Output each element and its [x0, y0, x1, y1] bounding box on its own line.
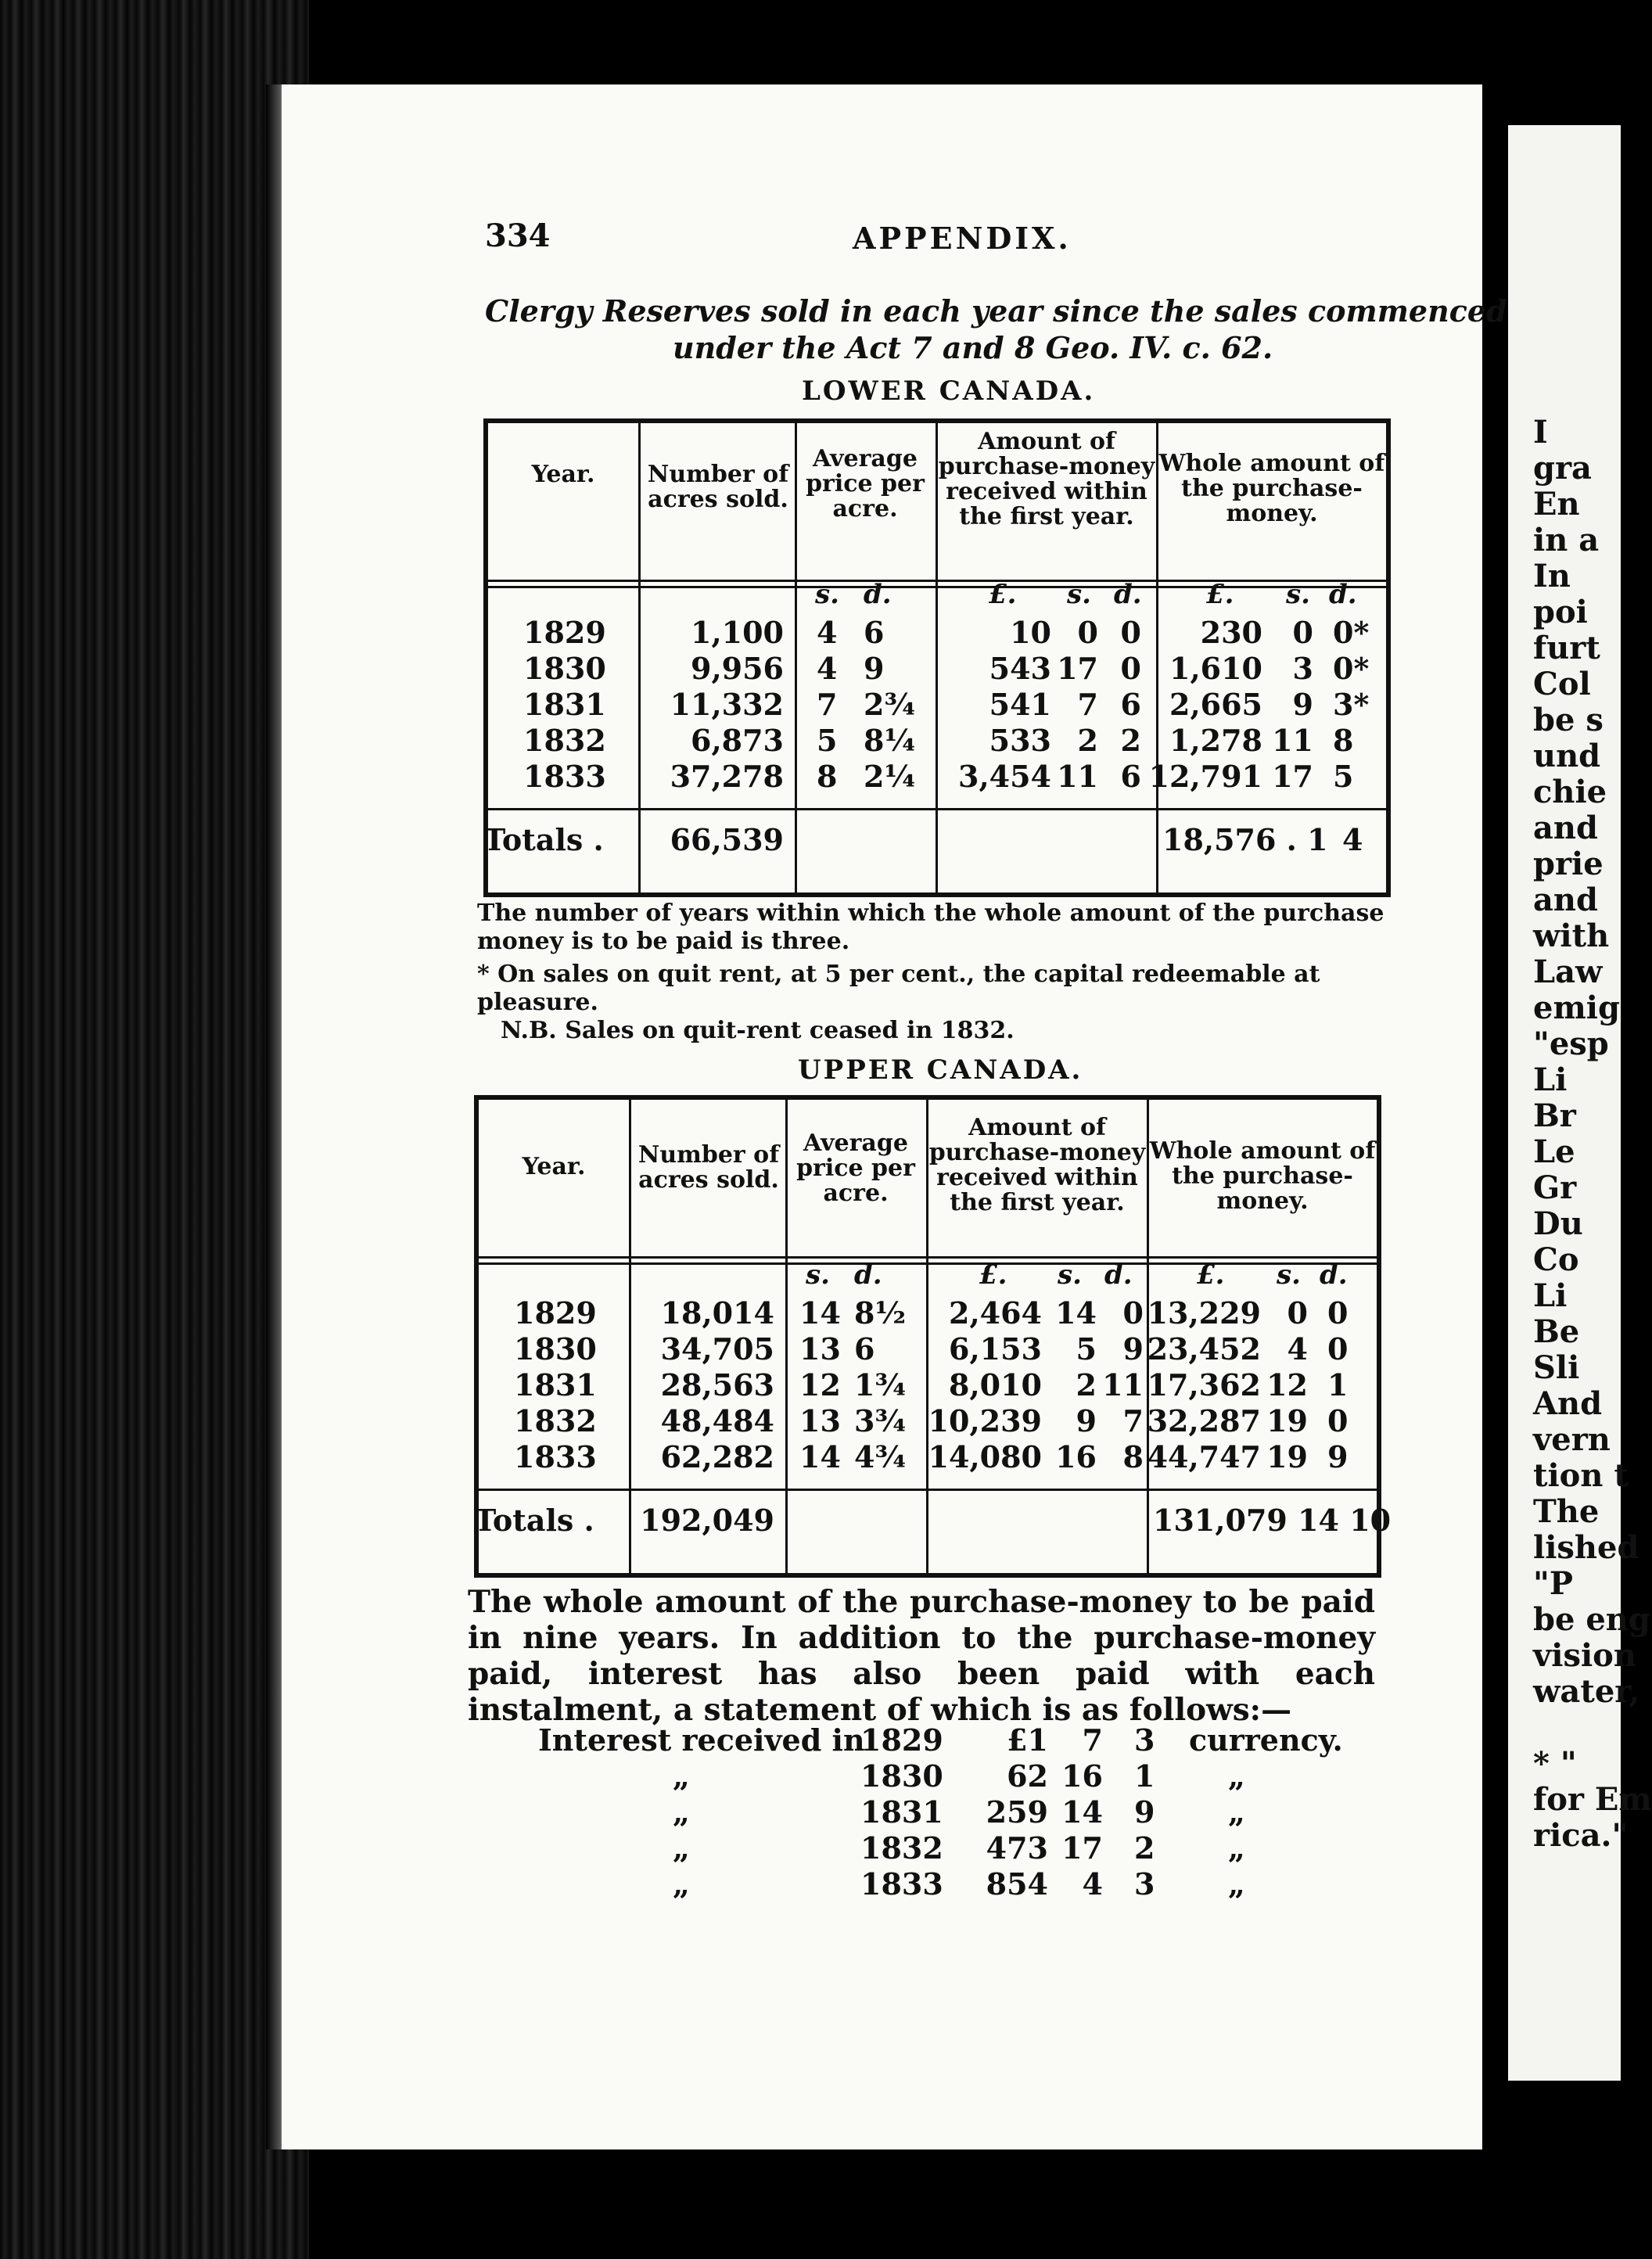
header-year: Year.: [531, 461, 595, 488]
cell-whole-s: 3: [1292, 651, 1313, 686]
cell-first-d: 8: [1122, 1439, 1144, 1474]
cell-whole-d: 9: [1327, 1439, 1349, 1474]
cell-price-s: 7: [817, 687, 838, 722]
facing-page-line: be s: [1533, 702, 1604, 738]
interest-label: „: [673, 1758, 690, 1794]
column-rule: [638, 423, 641, 892]
facing-page-line: with: [1533, 918, 1610, 954]
cell-year: 1829: [514, 1295, 597, 1331]
interest-shillings: 16: [1061, 1758, 1103, 1794]
facing-page-line: in a: [1533, 522, 1600, 558]
cell-price-s: 12: [799, 1367, 841, 1402]
facing-page-line: gra: [1533, 450, 1592, 487]
cell-year: 1829: [523, 615, 606, 650]
cell-year: 1831: [514, 1367, 597, 1402]
facing-page-line: and: [1533, 882, 1598, 918]
cell-whole-l: 12,791: [1148, 759, 1262, 794]
cell-acres: 11,332: [670, 687, 784, 722]
interest-pounds: 259: [986, 1794, 1048, 1830]
facing-page-line: and: [1533, 810, 1598, 846]
total-acres: 192,049: [640, 1503, 774, 1538]
facing-page-line: water,: [1533, 1673, 1640, 1710]
cell-first-s: 17: [1057, 651, 1098, 686]
header-first-year: Amount of purchase-money received within the first year.: [928, 1114, 1146, 1216]
interest-currency: „: [1228, 1830, 1245, 1866]
unit-label: £.: [1197, 1259, 1225, 1291]
cell-acres: 62,282: [660, 1439, 774, 1474]
totals-label: Totals .: [483, 822, 604, 857]
cell-price-s: 4: [817, 651, 838, 686]
cell-first-d: 11: [1102, 1367, 1144, 1402]
interest-currency: „: [1228, 1794, 1245, 1830]
facing-page-line: En: [1533, 486, 1580, 523]
cell-price-s: 5: [817, 723, 838, 758]
unit-label: £.: [989, 579, 1017, 610]
facing-page-line: for Em: [1533, 1781, 1652, 1818]
purchase-money-paragraph: The whole amount of the purchase-money to be paid in nine years. In addition to the purchase-money paid, interest has also been paid with each instalment, a statement of which is as follows:—: [468, 1584, 1375, 1728]
cell-price-s: 8: [817, 759, 838, 794]
cell-acres: 9,956: [691, 651, 784, 686]
facing-page-line: * ": [1533, 1745, 1577, 1782]
cell-acres: 1,100: [691, 615, 784, 650]
header-acres: Number of acres sold.: [637, 1141, 780, 1194]
facing-page-line: be eng: [1533, 1601, 1650, 1638]
cell-whole-l: 17,362: [1147, 1367, 1261, 1402]
facing-page-line: emig: [1533, 989, 1620, 1026]
facing-page-line: "esp: [1533, 1025, 1609, 1062]
cell-price-d: 9: [864, 651, 885, 686]
cell-whole-d: 5: [1333, 759, 1354, 794]
interest-pence: 2: [1134, 1830, 1155, 1866]
cell-whole-d: 0: [1327, 1331, 1349, 1367]
cell-whole-s: 0: [1287, 1295, 1308, 1331]
facing-page-line: vision: [1533, 1637, 1636, 1674]
unit-label: s.: [1286, 579, 1310, 610]
cell-price-d: 1¾: [854, 1367, 907, 1402]
cell-first-l: 10,239: [928, 1403, 1042, 1438]
facing-page-line: In: [1533, 558, 1571, 594]
cell-first-d: 9: [1122, 1331, 1144, 1367]
cell-price-d: 3¾: [854, 1403, 907, 1438]
unit-label: d.: [1320, 1259, 1348, 1291]
unit-label: s.: [815, 579, 839, 610]
cell-whole-l: 23,452: [1147, 1331, 1261, 1367]
totals-rule: [479, 1489, 1377, 1491]
cell-first-d: 0: [1120, 615, 1141, 650]
cell-whole-d: 0: [1327, 1295, 1349, 1331]
cell-first-s: 16: [1055, 1439, 1097, 1474]
lower-canada-table: [483, 418, 1391, 897]
header-rule: [488, 580, 1386, 582]
interest-pence: 9: [1134, 1794, 1155, 1830]
page-number: 334: [485, 217, 551, 254]
cell-whole-l: 44,747: [1147, 1439, 1261, 1474]
facing-page-line: "P: [1533, 1565, 1573, 1602]
totals-label: Totals .: [474, 1503, 594, 1538]
facing-page-line: And: [1533, 1385, 1603, 1422]
facing-page-line: Li: [1533, 1277, 1568, 1314]
interest-pounds: £1: [1007, 1722, 1048, 1758]
cell-acres: 18,014: [660, 1295, 774, 1331]
upper-canada-table: [474, 1095, 1392, 1578]
cell-acres: 28,563: [660, 1367, 774, 1402]
facing-page-line: I: [1533, 414, 1548, 451]
cell-price-s: 4: [817, 615, 838, 650]
cell-price-d: 2¾: [864, 687, 916, 722]
cell-acres: 34,705: [660, 1331, 774, 1367]
cell-price-s: 13: [799, 1403, 841, 1438]
facing-page-text: [1533, 414, 1652, 1854]
cell-first-d: 0: [1122, 1295, 1144, 1331]
facing-page-line: chie: [1533, 774, 1607, 810]
cell-whole-s: 0: [1292, 615, 1313, 650]
cell-price-d: 8¼: [864, 723, 916, 758]
facing-page-line: prie: [1533, 846, 1604, 882]
facing-page-line: Co: [1533, 1241, 1579, 1278]
cell-first-d: 0: [1120, 651, 1141, 686]
cell-first-s: 14: [1055, 1295, 1097, 1331]
interest-currency: currency.: [1189, 1722, 1343, 1758]
cell-first-s: 2: [1077, 723, 1098, 758]
interest-pence: 3: [1134, 1722, 1155, 1758]
total-whole-d: 4: [1342, 822, 1363, 857]
header-whole: Whole amount of the purchase-money.: [1149, 1137, 1376, 1215]
facing-page-line: The: [1533, 1493, 1600, 1530]
cell-price-d: 6: [854, 1331, 875, 1367]
header-first-year: Amount of purchase-money received within the first year.: [938, 428, 1155, 530]
interest-currency: „: [1228, 1758, 1245, 1794]
table-title-line-1: Clergy Reserves sold in each year since the sales commenced: [485, 293, 1507, 329]
cell-first-d: 2: [1120, 723, 1141, 758]
cell-first-s: 2: [1076, 1367, 1097, 1402]
unit-label: £.: [1206, 579, 1234, 610]
cell-price-d: 6: [864, 615, 885, 650]
cell-first-d: 7: [1122, 1403, 1144, 1438]
interest-pounds: 62: [1007, 1758, 1048, 1794]
total-whole: 18,576 . 1: [1162, 822, 1328, 857]
header-rule: [479, 1262, 1377, 1265]
cell-first-s: 9: [1076, 1403, 1097, 1438]
cell-whole-d: 3*: [1333, 687, 1370, 722]
facing-page-line: rica.": [1533, 1817, 1629, 1854]
cell-price-d: 8½: [854, 1295, 907, 1331]
interest-label: Interest received in: [538, 1722, 865, 1758]
cell-whole-d: 0*: [1333, 651, 1370, 686]
unit-label: s.: [1067, 579, 1091, 610]
cell-whole-l: 1,610: [1169, 651, 1262, 686]
facing-page-line: vern: [1533, 1421, 1611, 1458]
cell-acres: 6,873: [691, 723, 784, 758]
cell-whole-l: 13,229: [1147, 1295, 1261, 1331]
cell-whole-l: 32,287: [1147, 1403, 1261, 1438]
cell-first-s: 0: [1077, 615, 1098, 650]
cell-first-l: 14,080: [928, 1439, 1042, 1474]
cell-price-d: 4¾: [854, 1439, 907, 1474]
cell-first-s: 5: [1076, 1331, 1097, 1367]
unit-label: s.: [1058, 1259, 1082, 1291]
cell-acres: 37,278: [670, 759, 784, 794]
interest-pounds: 854: [986, 1866, 1048, 1902]
interest-year: 1829: [860, 1722, 943, 1758]
facing-page-line: Be: [1533, 1313, 1580, 1350]
total-acres: 66,539: [670, 822, 784, 857]
facing-page-line: Du: [1533, 1205, 1583, 1242]
cell-year: 1830: [514, 1331, 597, 1367]
cell-whole-s: 19: [1266, 1439, 1308, 1474]
cell-first-s: 7: [1077, 687, 1098, 722]
header-price: Average price per acre.: [806, 445, 925, 523]
interest-pence: 1: [1134, 1758, 1155, 1794]
header-rule: [488, 586, 1386, 588]
header-year: Year.: [522, 1153, 586, 1180]
running-head: APPENDIX.: [853, 221, 1072, 256]
cell-whole-s: 17: [1272, 759, 1313, 794]
facing-page-line: Li: [1533, 1061, 1568, 1098]
cell-year: 1833: [523, 759, 606, 794]
interest-label: „: [673, 1830, 690, 1866]
header-price: Average price per acre.: [796, 1130, 915, 1207]
facing-page-line: Br: [1533, 1097, 1576, 1134]
cell-first-d: 6: [1120, 687, 1141, 722]
cell-price-s: 13: [799, 1331, 841, 1367]
upper-canada-heading: UPPER CANADA.: [798, 1054, 1083, 1086]
note-nb: N.B. Sales on quit-rent ceased in 1832.: [501, 1017, 1015, 1044]
cell-whole-d: 1: [1327, 1367, 1349, 1402]
interest-shillings: 7: [1082, 1722, 1103, 1758]
interest-shillings: 4: [1082, 1866, 1103, 1902]
facing-page-line: Gr: [1533, 1169, 1577, 1206]
cell-acres: 48,484: [660, 1403, 774, 1438]
cell-whole-l: 230: [1200, 615, 1262, 650]
cell-first-d: 6: [1120, 759, 1141, 794]
lower-canada-heading: LOWER CANADA.: [802, 375, 1096, 407]
unit-label: £.: [979, 1259, 1007, 1291]
cell-year: 1833: [514, 1439, 597, 1474]
unit-label: d.: [1114, 579, 1142, 610]
cell-first-l: 533: [989, 723, 1051, 758]
cell-first-l: 543: [989, 651, 1051, 686]
facing-page-line: Le: [1533, 1133, 1575, 1170]
cell-first-s: 11: [1057, 759, 1098, 794]
interest-shillings: 14: [1061, 1794, 1103, 1830]
cell-whole-s: 4: [1287, 1331, 1308, 1367]
cell-first-l: 3,454: [958, 759, 1051, 794]
cell-whole-s: 11: [1272, 723, 1313, 758]
facing-page-line: lished: [1533, 1529, 1639, 1566]
cell-year: 1832: [514, 1403, 597, 1438]
facing-page-line: Sli: [1533, 1349, 1580, 1386]
total-whole: 131,079 14 10: [1153, 1503, 1392, 1538]
unit-label: d.: [864, 579, 892, 610]
note-years: The number of years within which the whole amount of the purchase money is to be paid is three.: [477, 900, 1384, 955]
cell-whole-s: 9: [1292, 687, 1313, 722]
column-rule: [629, 1100, 631, 1573]
cell-first-l: 2,464: [949, 1295, 1042, 1331]
unit-label: s.: [806, 1259, 830, 1291]
header-acres: Number of acres sold.: [647, 461, 789, 513]
interest-year: 1831: [860, 1794, 943, 1830]
unit-label: d.: [1329, 579, 1357, 610]
facing-page-line: poi: [1533, 594, 1588, 630]
cell-first-l: 8,010: [949, 1367, 1042, 1402]
interest-pounds: 473: [986, 1830, 1048, 1866]
interest-shillings: 17: [1061, 1830, 1103, 1866]
facing-page-line: furt: [1533, 630, 1600, 666]
cell-whole-d: 8: [1333, 723, 1354, 758]
interest-pence: 3: [1134, 1866, 1155, 1902]
unit-label: d.: [1104, 1259, 1133, 1291]
totals-rule: [488, 808, 1386, 810]
cell-whole-l: 1,278: [1169, 723, 1262, 758]
unit-label: d.: [854, 1259, 882, 1291]
book-binding: [0, 0, 309, 2259]
facing-page-line: [1533, 1710, 1621, 1746]
cell-first-l: 6,153: [949, 1331, 1042, 1367]
interest-year: 1830: [860, 1758, 943, 1794]
cell-first-l: 541: [989, 687, 1051, 722]
facing-page-line: und: [1533, 738, 1601, 774]
cell-price-d: 2¼: [864, 759, 916, 794]
facing-page-line: Col: [1533, 666, 1591, 702]
cell-year: 1832: [523, 723, 606, 758]
interest-year: 1833: [860, 1866, 943, 1902]
header-rule: [479, 1256, 1377, 1259]
cell-whole-l: 2,665: [1169, 687, 1262, 722]
table-title-line-2: under the Act 7 and 8 Geo. IV. c. 62.: [673, 330, 1273, 365]
note-quit-rent: * On sales on quit rent, at 5 per cent., the capital redeemable at pleasure.: [477, 961, 1320, 1016]
unit-label: s.: [1277, 1259, 1301, 1291]
interest-currency: „: [1228, 1866, 1245, 1902]
cell-first-l: 10: [1010, 615, 1051, 650]
cell-whole-s: 12: [1266, 1367, 1308, 1402]
header-whole: Whole amount of the purchase-money.: [1158, 450, 1385, 527]
cell-price-s: 14: [799, 1295, 841, 1331]
cell-price-s: 14: [799, 1439, 841, 1474]
cell-whole-d: 0*: [1333, 615, 1370, 650]
cell-whole-d: 0: [1327, 1403, 1349, 1438]
cell-year: 1830: [523, 651, 606, 686]
cell-year: 1831: [523, 687, 606, 722]
cell-whole-s: 19: [1266, 1403, 1308, 1438]
interest-label: „: [673, 1794, 690, 1830]
facing-page-line: tion t: [1533, 1457, 1629, 1494]
interest-label: „: [673, 1866, 690, 1902]
interest-year: 1832: [860, 1830, 943, 1866]
facing-page-line: Law: [1533, 954, 1603, 990]
